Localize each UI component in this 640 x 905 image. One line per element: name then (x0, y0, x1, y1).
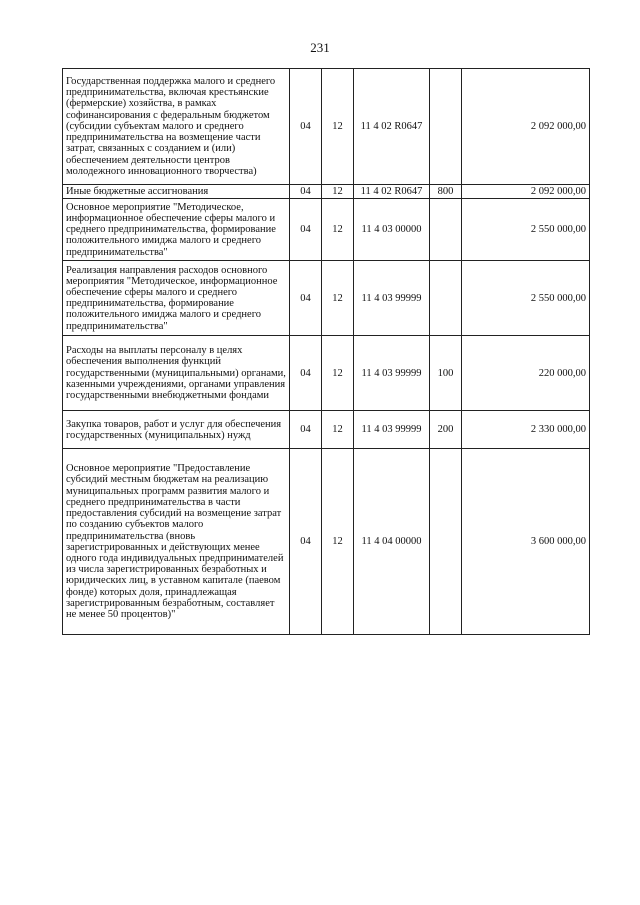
row-section: 04 (290, 69, 322, 185)
table-row (63, 449, 590, 635)
row-target-code: 11 4 04 00000 (354, 449, 430, 635)
row-expense-type (430, 69, 462, 185)
row-expense-type (430, 261, 462, 336)
page-number: 231 (310, 40, 330, 55)
row-subsection: 12 (322, 69, 354, 185)
row-subsection: 12 (322, 261, 354, 336)
row-section: 04 (290, 199, 322, 261)
row-description: Закупка товаров, работ и услуг для обеспечения государственных (муниципальных) нужд (63, 411, 290, 449)
row-target-code: 11 4 03 00000 (354, 199, 430, 261)
table-row (63, 411, 590, 449)
row-expense-type: 100 (430, 336, 462, 411)
row-target-code: 11 4 03 99999 (354, 261, 430, 336)
row-amount: 2 550 000,00 (462, 261, 590, 336)
row-description: Основное мероприятие "Методическое, информационное обеспечение сферы малого и среднего предпринимательства, формирование положительного имиджа малого и среднего предпринимательства" (63, 199, 290, 261)
row-expense-type: 200 (430, 411, 462, 449)
row-amount: 2 550 000,00 (462, 199, 590, 261)
row-subsection: 12 (322, 449, 354, 635)
row-expense-type (430, 449, 462, 635)
row-section: 04 (290, 411, 322, 449)
row-description: Расходы на выплаты персоналу в целях обеспечения выполнения функций государственными (муниципальными) органами, казенными учреждениями, органами управления государственными внебюджетными фондами (63, 336, 290, 411)
row-target-code: 11 4 02 R0647 (354, 69, 430, 185)
row-description: Иные бюджетные ассигнования (63, 185, 290, 199)
row-amount: 3 600 000,00 (462, 449, 590, 635)
budget-table (62, 68, 590, 635)
row-description: Государственная поддержка малого и среднего предпринимательства, включая крестьянские (фермерские) хозяйства, в рамках софинансирования с федеральным бюджетом (субсидии субъектам малого и среднего предпринимательства на возмещение части затрат, связанных с созданием и (или) обеспечением деятельности центров молодежного инновационного творчества) (63, 69, 290, 185)
row-description: Основное мероприятие "Предоставление субсидий местным бюджетам на реализацию муниципальных программ развития малого и среднего предпринимательства в части предоставления субсидий на возмещение затрат по созданию субъектов малого предпринимательства (вновь зарегистрированных и действующих менее одного года индивидуальных предпринимателей из числа зарегистрированных безработных и юридических лиц, в уставном капитале (паевом фонде) которых доля, принадлежащая зарегистрированным безработным, составляет не менее 50 процентов)" (63, 449, 290, 635)
row-section: 04 (290, 185, 322, 199)
row-subsection: 12 (322, 185, 354, 199)
row-amount: 220 000,00 (462, 336, 590, 411)
row-section: 04 (290, 336, 322, 411)
row-target-code: 11 4 02 R0647 (354, 185, 430, 199)
row-expense-type (430, 199, 462, 261)
row-subsection: 12 (322, 199, 354, 261)
row-subsection: 12 (322, 336, 354, 411)
table-row (63, 336, 590, 411)
row-section: 04 (290, 449, 322, 635)
table-row (63, 261, 590, 336)
row-amount: 2 330 000,00 (462, 411, 590, 449)
row-description: Реализация направления расходов основного мероприятия "Методическое, информационное обеспечение сферы малого и среднего предпринимательства, формирование положительного имиджа малого и среднего предпринимательства" (63, 261, 290, 336)
row-amount: 2 092 000,00 (462, 69, 590, 185)
table-row (63, 185, 590, 199)
row-subsection: 12 (322, 411, 354, 449)
table-row (63, 69, 590, 185)
table-row (63, 199, 590, 261)
row-target-code: 11 4 03 99999 (354, 336, 430, 411)
row-expense-type: 800 (430, 185, 462, 199)
row-target-code: 11 4 03 99999 (354, 411, 430, 449)
row-section: 04 (290, 261, 322, 336)
row-amount: 2 092 000,00 (462, 185, 590, 199)
